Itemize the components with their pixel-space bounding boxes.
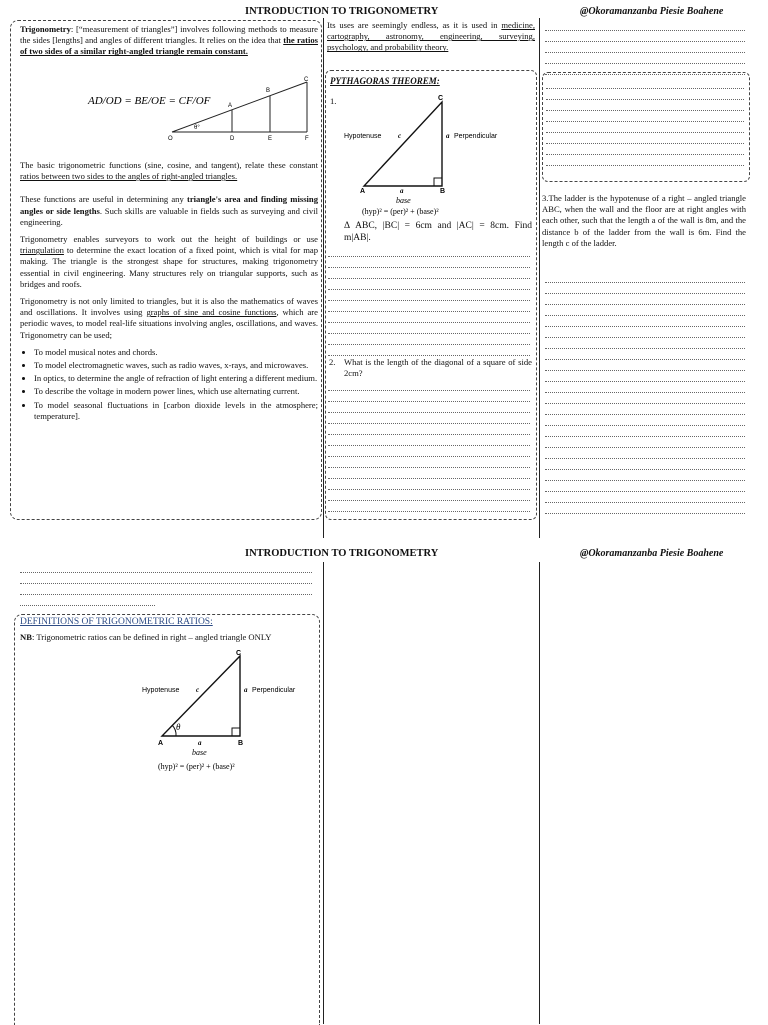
question-3-text: 3.The ladder is the hypotenuse of a right – angled triangle ABC, when the wall and the floor are at right angles with each other, such that the length a of the wall is 8m, and the distance b of the ladder from the wall is 6m. Find the length c of the ladder. xyxy=(542,193,746,248)
svg-text:A: A xyxy=(360,188,366,195)
svg-text:Perpendicular: Perpendicular xyxy=(252,687,296,694)
svg-text:B: B xyxy=(238,740,244,747)
svg-text:a: a xyxy=(198,739,202,747)
basic-functions-paragraph: The basic trigonometric functions (sine, cosine, and tangent), relate these constant ratios between two sides to the angles of right-angled triangles. xyxy=(20,160,318,182)
svg-text:c: c xyxy=(196,686,200,694)
term-trigonometry: Trigonometry xyxy=(20,24,71,34)
svg-text:Hypotenuse: Hypotenuse xyxy=(142,687,180,694)
column-divider xyxy=(323,18,324,538)
svg-text:Perpendicular: Perpendicular xyxy=(454,133,498,140)
svg-text:(hyp)² = (per)² + (base)²: (hyp)² = (per)² + (base)² xyxy=(362,207,439,216)
svg-text:F: F xyxy=(305,136,309,142)
svg-text:B: B xyxy=(266,88,271,94)
answer-lines-col3-top xyxy=(545,20,745,75)
svg-text:Hypotenuse: Hypotenuse xyxy=(344,133,382,140)
list-item: • In optics, to determine the angle of refraction of light entering a different medium. xyxy=(34,373,318,384)
svg-text:a: a xyxy=(446,132,450,140)
svg-text:C: C xyxy=(438,95,444,102)
answer-lines-q1 xyxy=(328,246,530,356)
svg-text:A: A xyxy=(158,740,164,747)
list-item: • To model seasonal fluctuations in [carbon dioxide levels in the atmosphere; temperature]. xyxy=(34,400,318,422)
list-item: • To model electromagnetic waves, such as radio waves, x-rays, and microwaves. xyxy=(34,360,318,371)
svg-text:E: E xyxy=(268,136,273,142)
answer-lines-q3 xyxy=(545,272,745,514)
answer-lines-q2 xyxy=(328,380,530,512)
page-title: INTRODUCTION TO TRIGONOMETRY xyxy=(245,6,439,17)
svg-text:C: C xyxy=(304,77,309,83)
svg-text:θ: θ xyxy=(176,722,181,732)
svg-text:θ°: θ° xyxy=(194,125,200,131)
svg-text:base: base xyxy=(396,196,411,205)
question-2-number: 2. xyxy=(329,357,336,367)
surveying-paragraph: Trigonometry enables surveyors to work out the height of buildings or use triangulation to determine the exact location of a fixed point, which is vital for map making. The triangle is the strongest shape for structures, making trigonometry essential in civil engineering. Many structures rely on triangular supports, such as bridges and roofs. xyxy=(20,234,318,289)
svg-text:O: O xyxy=(168,136,173,142)
author-handle: @Okoramanzanba Piesie Boahene xyxy=(580,6,724,17)
svg-text:(hyp)² = (per)² + (base)²: (hyp)² = (per)² + (base)² xyxy=(158,762,235,771)
intro-paragraph: Trigonometry: [“measurement of triangles”] involves following methods to measure the sides [lengths] and angles of different triangles. It relies on the idea that the ratios of two sides of a similar right-angled triangle remain constant. xyxy=(20,24,318,57)
right-triangle-figure xyxy=(140,648,320,778)
definitions-title: DEFINITIONS OF TRIGONOMETRIC RATIOS: xyxy=(20,617,213,627)
page-title: INTRODUCTION TO TRIGONOMETRY xyxy=(245,548,439,559)
question-1-number: 1. xyxy=(330,96,337,106)
list-item: • To describe the voltage in modern power lines, which use alternating current. xyxy=(34,386,318,397)
pythagoras-title: PYTHAGORAS THEOREM: xyxy=(330,76,440,86)
column-divider xyxy=(323,562,324,1024)
column-divider xyxy=(539,18,540,538)
constant-ratio-statement: the ratios of two sides of a similar right-angled triangle remain constant. xyxy=(20,35,318,57)
similar-triangles-figure xyxy=(80,77,320,142)
applications-list xyxy=(20,347,318,422)
waves-paragraph: Trigonometry is not only limited to triangles, but it is also the mathematics of waves and oscillations. It involves using graphs of sine and cosine functions, which are periodic waves, to model real-life situations involving angles, oscillations, and waves. Trigonometry can be used; xyxy=(20,296,318,340)
answer-lines-col3-box xyxy=(546,78,744,166)
svg-text:A: A xyxy=(228,103,233,109)
svg-text:B: B xyxy=(440,188,446,195)
svg-text:c: c xyxy=(398,132,402,140)
question-2-text: What is the length of the diagonal of a square of side 2cm? xyxy=(344,357,532,379)
list-item: • To model musical notes and chords. xyxy=(34,347,318,358)
svg-text:a: a xyxy=(400,187,404,195)
uses-list-paragraph: Its uses are seemingly endless, as it is used in medicine, cartography, astronomy, engineering, surveying, psychology, and probability theory. xyxy=(327,20,535,53)
svg-text:C: C xyxy=(236,650,242,657)
col1-body xyxy=(20,160,318,424)
svg-text:D: D xyxy=(230,136,235,142)
answer-lines-p2-top xyxy=(20,562,312,606)
column-divider xyxy=(539,562,540,1024)
question-1-text: Δ ABC, |BC| = 6cm and |AC| = 8cm. Find m|AB|. xyxy=(344,221,532,243)
nb-note: NB: Trigonometric ratios can be defined in right – angled triangle ONLY xyxy=(20,632,272,642)
svg-text:a: a xyxy=(244,686,248,694)
uses-paragraph: These functions are useful in determining any triangle's area and finding missing angles or side lengths. Such skills are valuable in fields such as surveying and civil engineering. xyxy=(20,194,318,227)
ratio-formula: AD/OD = BE/OE = CF/OF xyxy=(88,95,211,107)
right-triangle-figure xyxy=(340,94,520,224)
svg-text:base: base xyxy=(192,748,207,757)
author-handle: @Okoramanzanba Piesie Boahene xyxy=(580,548,724,559)
